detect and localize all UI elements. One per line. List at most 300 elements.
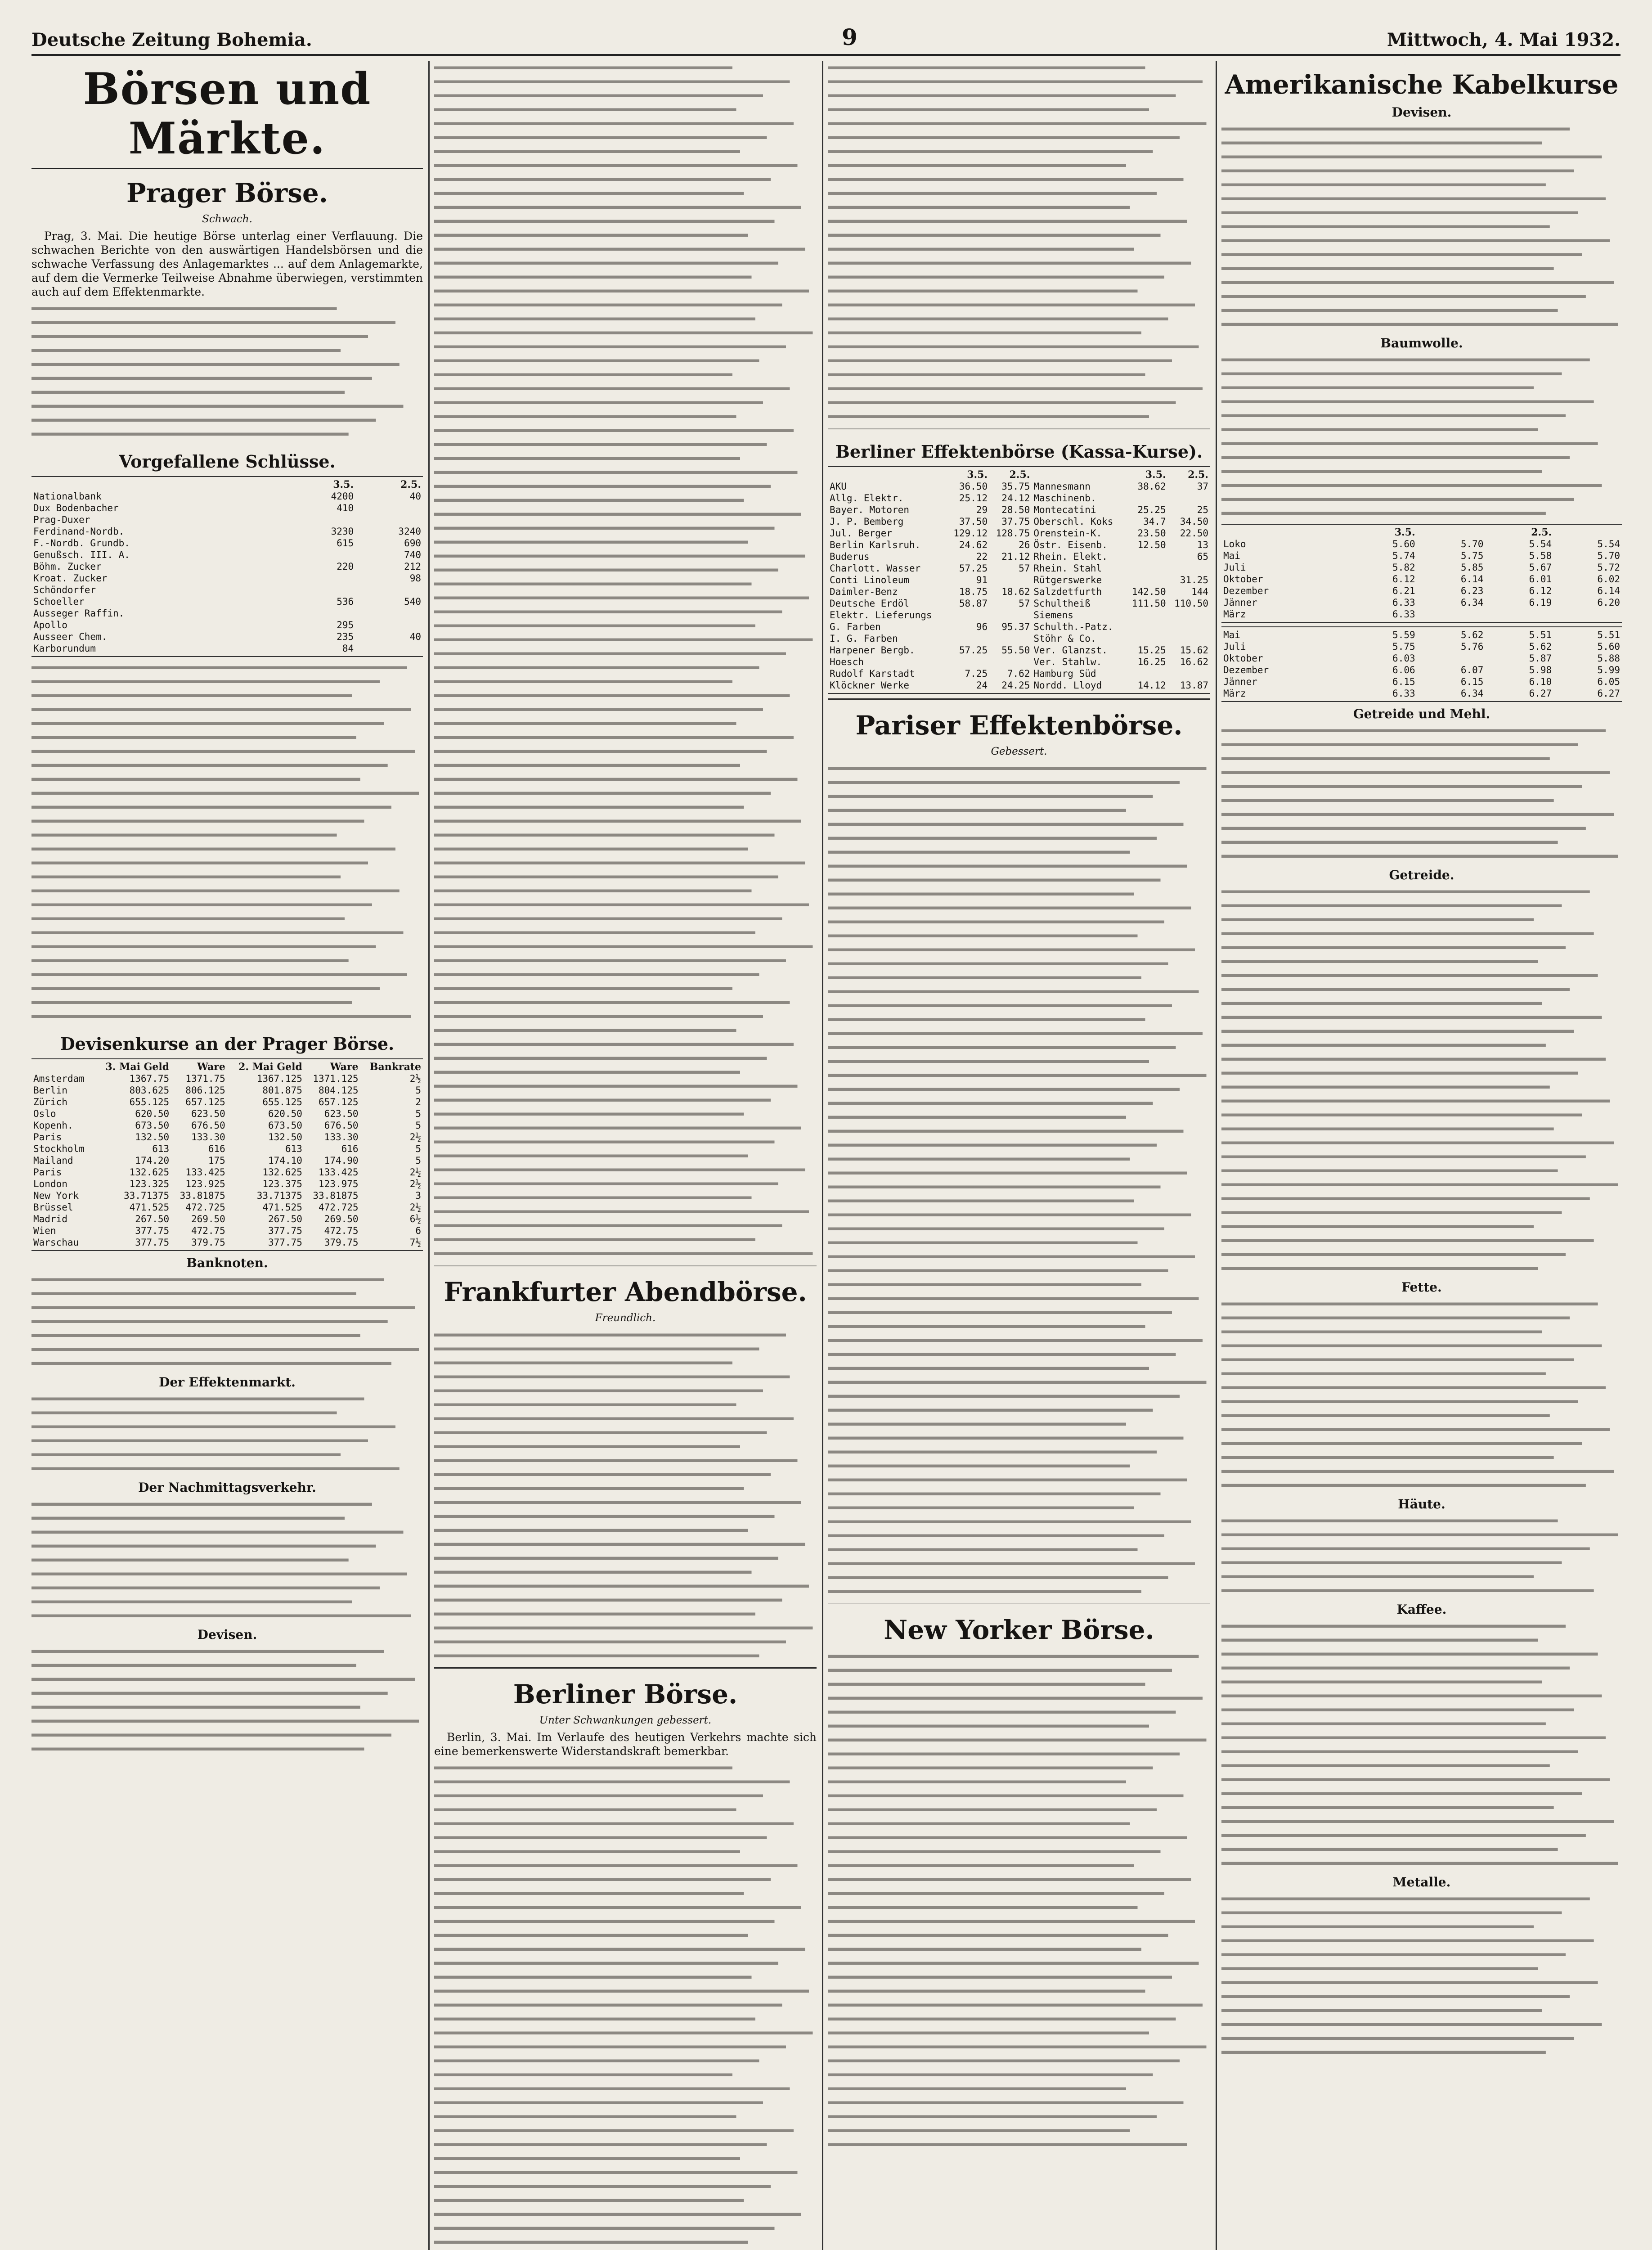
table-cell: J. P. Bemberg [830, 516, 904, 527]
table-cell: 5 [415, 1155, 421, 1166]
table-cell: 91 [976, 575, 988, 585]
section-title: Börsen und Märkte. [83, 63, 372, 164]
table-cell: Oberschl. Koks [1033, 516, 1113, 527]
table-cell [1168, 492, 1210, 504]
table-cell: 673.50 [135, 1120, 170, 1131]
table-cell: 13 [1197, 540, 1208, 550]
table-row [828, 644, 1210, 656]
table-cell: 377.75 [135, 1225, 170, 1236]
table-cell: Buderus [830, 551, 870, 562]
table-cell: 740 [404, 549, 421, 560]
table-cell: 410 [337, 503, 354, 513]
table-cell: 6.05 [1597, 676, 1620, 687]
table-cell: 98 [409, 573, 421, 584]
table-cell: 657.125 [319, 1097, 359, 1107]
prague-exchange-text: Prag, 3. Mai. Die heutige Börse unterlag einer Verflauung. Die schwachen Berichte von den auswärtigen Handelsbörsen und die schwache Verfassung des Anlagemarktes ... auf dem Anlagemarkte, auf dem die Vermerke Teilweise Abnahme überwiegen, verstimmten auch auf dem Effektenmarkte. [31, 230, 423, 298]
table-cell: 37.75 [1001, 516, 1030, 527]
table-row [31, 1131, 423, 1143]
table-row [31, 561, 423, 572]
table-cell: 37 [1197, 481, 1208, 492]
table-cell [355, 584, 423, 596]
cotton-table [1221, 526, 1622, 620]
table-row [1221, 688, 1622, 699]
table-cell: 269.50 [191, 1214, 225, 1224]
table-cell: 5.98 [1529, 665, 1552, 675]
table-row [31, 1166, 423, 1178]
table-cell: Schultheiß [1033, 598, 1091, 609]
table-cell: 267.50 [135, 1214, 170, 1224]
table-row [1221, 585, 1622, 597]
american-cables-heading: Amerikanische Kabelkurse [1225, 69, 1619, 100]
table-header: Ware [197, 1061, 225, 1073]
table-cell: Harpener Bergb. [830, 645, 915, 656]
table-cell: 2½ [409, 1202, 421, 1213]
table-cell: Ausseger Raffin. [33, 608, 125, 619]
table-cell [1417, 608, 1486, 620]
table-row [828, 551, 1210, 562]
table-cell [1125, 609, 1167, 621]
section-heading: Banknoten. [186, 1256, 268, 1270]
table-cell: 2½ [409, 1132, 421, 1143]
table-cell: 472.725 [185, 1202, 225, 1213]
article-text [1221, 1514, 1622, 1598]
table-row [828, 527, 1210, 539]
table-cell: März [1223, 609, 1246, 620]
table-row [31, 1084, 423, 1096]
column-rule [1216, 61, 1217, 2250]
table-cell: 55.50 [1001, 645, 1030, 656]
table-cell: 5 [415, 1143, 421, 1154]
table-row [1221, 664, 1622, 676]
table-cell: 2½ [409, 1167, 421, 1178]
table-cell: 174.10 [268, 1155, 302, 1166]
section-heading: Devisen. [1392, 105, 1452, 120]
table-cell: 377.75 [268, 1225, 302, 1236]
table-cell: 5.70 [1597, 550, 1620, 561]
table-cell: 6.12 [1529, 585, 1552, 596]
article-text [31, 1644, 423, 1756]
table-row [31, 1096, 423, 1108]
table-cell: 95.37 [1001, 621, 1030, 632]
table-cell: 5.99 [1597, 665, 1620, 675]
table-cell: F.-Nordb. Grundb. [33, 538, 130, 549]
table-cell: Hamburg Süd [1033, 668, 1096, 679]
table-cell: Conti Linoleum [830, 575, 910, 585]
table-cell: Östr. Eisenb. [1033, 540, 1108, 550]
table-cell: 111.50 [1131, 598, 1166, 609]
table-cell: 613 [285, 1143, 302, 1154]
table-cell [355, 502, 423, 514]
table-cell: 144 [1191, 586, 1208, 597]
table-cell: 1367.75 [129, 1073, 170, 1084]
table-cell: 6.07 [1460, 665, 1484, 675]
section-heading: Häute. [1398, 1497, 1446, 1512]
table-row [828, 668, 1210, 680]
table-cell: 5.62 [1529, 641, 1552, 652]
table-cell: 472.75 [191, 1225, 225, 1236]
table-cell: 657.125 [185, 1097, 225, 1107]
table-cell: 34.7 [1143, 516, 1166, 527]
table-cell: 96 [976, 621, 988, 632]
article-text [434, 1761, 817, 2250]
table-cell: 472.75 [324, 1225, 359, 1236]
article-text [1221, 1892, 1622, 2059]
table-cell: 1371.75 [185, 1073, 225, 1084]
table-cell: Berlin [33, 1085, 67, 1096]
table-row [31, 1178, 423, 1190]
table-row [31, 619, 423, 631]
table-cell: 128.75 [996, 528, 1030, 539]
table-cell: 22.50 [1180, 528, 1208, 539]
table-cell: 123.925 [185, 1179, 225, 1189]
table-cell: Nationalbank [33, 491, 102, 502]
table-cell: 623.50 [191, 1108, 225, 1119]
article-text [828, 761, 1210, 1598]
table-row [828, 633, 1210, 644]
section-heading: Fette. [1401, 1280, 1442, 1295]
section-heading: Devisen. [197, 1627, 257, 1642]
table-row [31, 1143, 423, 1155]
table-header: 2. Mai Geld [238, 1061, 302, 1073]
table-cell [989, 656, 1032, 668]
table-cell: 6.14 [1460, 574, 1484, 585]
table-header: 2.5. [1188, 469, 1208, 481]
table-cell: Ferdinand-Nordb. [33, 526, 125, 537]
table-cell: 132.625 [262, 1167, 302, 1178]
table-cell: 5.88 [1597, 653, 1620, 664]
table-cell: 132.50 [268, 1132, 302, 1143]
table-cell: 235 [337, 631, 354, 642]
table-cell [355, 643, 423, 654]
table-cell [288, 608, 355, 619]
table-cell: Siemens [1033, 610, 1073, 621]
table-cell [1417, 652, 1486, 664]
table-cell [288, 549, 355, 561]
table-cell: Ausseer Chem. [33, 631, 108, 642]
table-cell: Deutsche Erdöl [830, 598, 910, 609]
prague-exchange-subheading: Schwach. [202, 213, 252, 225]
table-cell: 5.75 [1392, 641, 1415, 652]
table-cell: 25 [1197, 504, 1208, 515]
table-cell: 132.50 [135, 1132, 170, 1143]
table-row [828, 680, 1210, 691]
table-cell [1125, 668, 1167, 680]
table-row [1221, 597, 1622, 608]
table-header: 3.5. [967, 469, 988, 481]
table-cell [989, 574, 1032, 586]
table-row [828, 481, 1210, 492]
table-cell [947, 609, 989, 621]
table-cell: 620.50 [135, 1108, 170, 1119]
table-cell: 676.50 [191, 1120, 225, 1131]
table-cell: Ver. Stahlw. [1033, 657, 1102, 667]
article-text [1221, 122, 1622, 331]
table-row [828, 586, 1210, 598]
table-row [1221, 538, 1622, 550]
table-cell: 132.625 [129, 1167, 170, 1178]
table-cell: 7.25 [965, 668, 988, 679]
table-cell: 615 [337, 538, 354, 549]
table-cell: 6.34 [1460, 688, 1484, 699]
table-cell: 3240 [398, 526, 421, 537]
table-cell: 23.50 [1137, 528, 1166, 539]
table-cell [288, 514, 355, 526]
table-cell: 616 [208, 1143, 225, 1154]
table-cell: Klöckner Werke [830, 680, 910, 691]
table-row [828, 598, 1210, 609]
table-cell: Apollo [33, 620, 67, 630]
section-heading: Kaffee. [1396, 1602, 1447, 1617]
article-text [828, 1649, 1210, 2151]
prague-exchange-heading: Prager Börse. [126, 178, 328, 208]
table-cell: 133.425 [319, 1167, 359, 1178]
table-cell: 36.50 [959, 481, 988, 492]
article-text [31, 302, 423, 441]
table-cell [1553, 608, 1622, 620]
article-text [1221, 885, 1622, 1275]
table-cell: 5.74 [1392, 550, 1415, 561]
table-cell: Oktober [1223, 653, 1263, 664]
article-text [1221, 353, 1622, 520]
table-cell: Orenstein-K. [1033, 528, 1102, 539]
table-row [1221, 629, 1622, 641]
table-cell: 123.325 [129, 1179, 170, 1189]
table-cell: 220 [337, 561, 354, 572]
article-text [828, 61, 1210, 423]
table-cell [989, 633, 1032, 644]
table-cell [1485, 608, 1553, 620]
table-cell: Dux Bodenbacher [33, 503, 119, 513]
table-cell: Stockholm [33, 1143, 85, 1154]
table-cell: 690 [404, 538, 421, 549]
table-cell: 5.51 [1597, 630, 1620, 640]
table-row [31, 502, 423, 514]
table-cell: 3230 [331, 526, 354, 537]
table-row [31, 526, 423, 537]
table-cell [1168, 633, 1210, 644]
currency-rates-heading: Devisenkurse an der Prager Börse. [60, 1034, 395, 1054]
section-heading: Getreide und Mehl. [1353, 706, 1490, 721]
table-cell: 34.50 [1180, 516, 1208, 527]
table-cell: 175 [208, 1155, 225, 1166]
table-cell: 6.06 [1392, 665, 1415, 675]
table-header: 3.5. [333, 479, 354, 490]
table-row [828, 562, 1210, 574]
table-cell: Maschinenb. [1033, 493, 1096, 504]
table-cell: Schulth.-Patz. [1033, 621, 1113, 632]
table-cell: 142.50 [1131, 586, 1166, 597]
article-text [434, 61, 817, 1260]
table-row [1221, 608, 1622, 620]
table-cell: 6.33 [1392, 688, 1415, 699]
table-cell: 110.50 [1174, 598, 1208, 609]
table-cell [1168, 562, 1210, 574]
table-header: 2.5. [400, 479, 421, 490]
table-cell: 5.76 [1460, 641, 1484, 652]
table-cell: 133.425 [185, 1167, 225, 1178]
table-cell: 24.12 [1001, 493, 1030, 504]
table-cell: 379.75 [191, 1237, 225, 1248]
table-cell: 2½ [409, 1073, 421, 1084]
table-cell: 472.725 [319, 1202, 359, 1213]
table-header: 3.5. [1394, 526, 1415, 538]
table-cell: 5.87 [1529, 653, 1552, 664]
table-cell: 2 [415, 1097, 421, 1107]
table-row [31, 537, 423, 549]
running-head [31, 23, 1621, 56]
table-row [1221, 641, 1622, 652]
table-cell: 31.25 [1180, 575, 1208, 585]
table-row [31, 643, 423, 654]
table-cell: 6.33 [1392, 609, 1415, 620]
table-cell: 21.12 [1001, 551, 1030, 562]
table-cell: 673.50 [268, 1120, 302, 1131]
table-cell: Schoeller [33, 596, 85, 607]
table-header: 3.5. [1145, 469, 1166, 481]
table-cell: 6.15 [1392, 676, 1415, 687]
article-text [1221, 1297, 1622, 1492]
table-cell: Hoesch [830, 657, 864, 667]
table-cell: 804.125 [319, 1085, 359, 1096]
table-cell: 6.27 [1529, 688, 1552, 699]
table-row [1221, 562, 1622, 573]
table-cell: 16.62 [1180, 657, 1208, 667]
table-cell: 6.10 [1529, 676, 1552, 687]
table-cell: Bayer. Motoren [830, 504, 910, 515]
table-row [31, 1237, 423, 1248]
table-cell: Loko [1223, 539, 1246, 549]
table-cell: 65 [1197, 551, 1208, 562]
table-cell: Paris [33, 1167, 62, 1178]
table-cell: 13.87 [1180, 680, 1208, 691]
paris-exchange-subheading: Gebessert. [991, 746, 1047, 757]
table-cell: 174.90 [324, 1155, 359, 1166]
issue-date: Mittwoch, 4. Mai 1932. [1387, 29, 1621, 50]
table-cell: 536 [337, 596, 354, 607]
table-cell: 123.375 [262, 1179, 302, 1189]
table-cell: 2½ [409, 1179, 421, 1189]
table-row [31, 514, 423, 526]
table-cell: 25.12 [959, 493, 988, 504]
article-text [31, 1497, 423, 1623]
table-cell: 540 [404, 596, 421, 607]
table-row [1221, 652, 1622, 664]
table-cell: 620.50 [268, 1108, 302, 1119]
table-cell: 5 [415, 1120, 421, 1131]
table-cell: Montecatini [1033, 504, 1096, 515]
table-row [31, 1225, 423, 1237]
table-cell: 129.12 [953, 528, 988, 539]
table-cell: 5.60 [1392, 539, 1415, 549]
table-cell: 38.62 [1137, 481, 1166, 492]
table-cell: 26 [1019, 540, 1030, 550]
table-cell: 377.75 [135, 1237, 170, 1248]
table-cell: 655.125 [262, 1097, 302, 1107]
table-cell: 33.71375 [124, 1190, 170, 1201]
table-header: Ware [330, 1061, 359, 1073]
table-cell: 133.30 [324, 1132, 359, 1143]
table-cell: Elektr. Lieferungs [830, 610, 932, 621]
table-cell [355, 608, 423, 619]
table-cell [1168, 609, 1210, 621]
table-cell: Salzdetfurth [1033, 586, 1102, 597]
article-text [1221, 724, 1622, 863]
table-cell [1125, 574, 1167, 586]
table-cell: Genußsch. III. A. [33, 549, 130, 560]
section-heading: Metalle. [1392, 1875, 1451, 1890]
table-cell: Daimler-Benz [830, 586, 898, 597]
table-row [1221, 550, 1622, 562]
table-cell: 24 [976, 680, 988, 691]
table-row [31, 631, 423, 643]
table-cell: 6.23 [1460, 585, 1484, 596]
berlin-exchange-text: Berlin, 3. Mai. Im Verlaufe des heutigen Verkehrs machte sich eine bemerkenswerte Widerstandskraft bemerkbar. [434, 1731, 817, 1758]
paris-exchange-heading: Pariser Effektenbörse. [855, 710, 1183, 741]
table-cell: 35.75 [1001, 481, 1030, 492]
table-row [31, 1073, 423, 1084]
table-cell: AKU [830, 481, 847, 492]
table-cell: 12.50 [1137, 540, 1166, 550]
closing-deals-heading: Vorgefallene Schlüsse. [119, 451, 336, 472]
column-1 [31, 61, 423, 2250]
table-cell: 6.03 [1392, 653, 1415, 664]
table-cell: 801.875 [262, 1085, 302, 1096]
table-cell: 22 [976, 551, 988, 562]
table-cell [1125, 551, 1167, 562]
table-row [828, 492, 1210, 504]
column-rule [428, 61, 430, 2250]
table-cell: Jul. Berger [830, 528, 893, 539]
table-cell [1125, 621, 1167, 633]
table-cell: 379.75 [324, 1237, 359, 1248]
table-cell: Brüssel [33, 1202, 73, 1213]
table-cell: 15.62 [1180, 645, 1208, 656]
table-cell: Amsterdam [33, 1073, 85, 1084]
table-cell: 806.125 [185, 1085, 225, 1096]
table-cell [947, 633, 989, 644]
table-cell: 6.34 [1460, 597, 1484, 608]
table-cell: Berlin Karlsruh. [830, 540, 921, 550]
table-cell: Prag-Duxer [33, 514, 90, 525]
table-cell: 6.21 [1392, 585, 1415, 596]
table-row [31, 572, 423, 584]
section-heading: Getreide. [1389, 868, 1454, 882]
table-row [31, 490, 423, 502]
berlin-cash-table [828, 469, 1210, 691]
table-row [31, 1108, 423, 1120]
table-cell: 58.87 [959, 598, 988, 609]
table-cell: 6.14 [1597, 585, 1620, 596]
table-cell: Paris [33, 1132, 62, 1143]
table-cell: 5 [415, 1108, 421, 1119]
table-header: 2.5. [1009, 469, 1030, 481]
table-cell: 5.82 [1392, 562, 1415, 573]
column-rule [822, 61, 823, 2250]
table-cell: G. Farben [830, 621, 881, 632]
table-cell: Rütgerswerke [1033, 575, 1102, 585]
section-heading: Der Effektenmarkt. [159, 1375, 296, 1390]
table-cell: 269.50 [324, 1214, 359, 1224]
table-row [828, 504, 1210, 516]
table-cell: Ver. Glanzst. [1033, 645, 1108, 656]
table-cell: Dezember [1223, 665, 1269, 675]
table-cell: 18.62 [1001, 586, 1030, 597]
table-cell: 40 [409, 631, 421, 642]
table-cell: 57 [1019, 563, 1030, 574]
table-cell: Rhein. Elekt. [1033, 551, 1108, 562]
table-row [31, 596, 423, 608]
table-cell: 7½ [409, 1237, 421, 1248]
